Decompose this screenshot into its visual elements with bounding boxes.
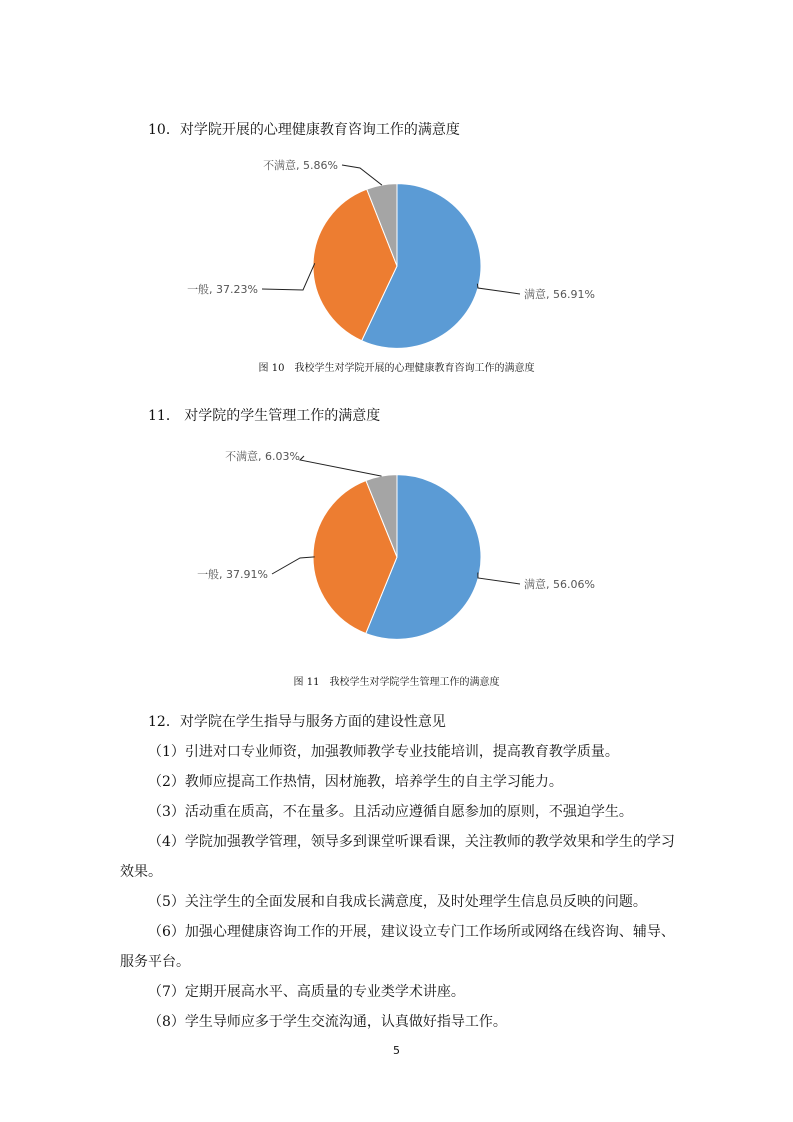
slice-label-satisfied: 满意, 56.06% bbox=[524, 578, 595, 591]
heading-q10: 10．对学院开展的心理健康教育咨询工作的满意度 bbox=[148, 122, 460, 138]
slice-label-dissatisfied: 不满意, 5.86% bbox=[263, 159, 338, 172]
suggestion-4: （4）学院加强教学管理，领导多到课堂听课看课，关注教师的教学效果和学生的学习 bbox=[148, 834, 675, 850]
caption-figure-11: 图 11 我校学生对学院学生管理工作的满意度 bbox=[293, 677, 500, 688]
pie-chart-q10 bbox=[0, 150, 793, 350]
suggestion-5: （5）关注学生的全面发展和自我成长满意度，及时处理学生信息员反映的问题。 bbox=[148, 894, 647, 910]
suggestion-6: （6）加强心理健康咨询工作的开展，建议设立专门工作场所或网络在线咨询、辅导、 bbox=[148, 924, 675, 940]
suggestion-3: （3）活动重在质高，不在量多。且活动应遵循自愿参加的原则，不强迫学生。 bbox=[148, 804, 633, 820]
suggestion-2: （2）教师应提高工作热情，因材施教，培养学生的自主学习能力。 bbox=[148, 774, 563, 790]
leader-line-average bbox=[262, 263, 315, 290]
suggestion-1: （1）引进对口专业师资，加强教师教学专业技能培训，提高教育教学质量。 bbox=[148, 744, 619, 760]
caption-figure-10: 图 10 我校学生对学院开展的心理健康教育咨询工作的满意度 bbox=[258, 363, 535, 374]
leader-line-satisfied bbox=[478, 573, 520, 584]
leader-line-satisfied bbox=[477, 284, 520, 294]
heading-q12: 12．对学院在学生指导与服务方面的建设性意见 bbox=[148, 714, 446, 730]
suggestion-7: （7）定期开展高水平、高质量的专业类学术讲座。 bbox=[148, 984, 465, 1000]
leader-line-dissatisfied bbox=[300, 456, 381, 476]
heading-q11: 11． 对学院的学生管理工作的满意度 bbox=[148, 408, 381, 424]
suggestion-6-cont: 服务平台。 bbox=[120, 954, 190, 970]
pie-chart-q11 bbox=[0, 440, 793, 650]
leader-line-average bbox=[272, 557, 315, 574]
slice-label-satisfied: 满意, 56.91% bbox=[524, 288, 595, 301]
slice-label-average: 一般, 37.91% bbox=[197, 568, 268, 581]
page-number: 5 bbox=[393, 1044, 400, 1057]
slice-label-average: 一般, 37.23% bbox=[187, 283, 258, 296]
suggestion-4-cont: 效果。 bbox=[120, 864, 162, 880]
slice-label-dissatisfied: 不满意, 6.03% bbox=[225, 450, 300, 463]
leader-line-dissatisfied bbox=[342, 165, 382, 185]
suggestion-8: （8）学生导师应多于学生交流沟通，认真做好指导工作。 bbox=[148, 1014, 507, 1030]
